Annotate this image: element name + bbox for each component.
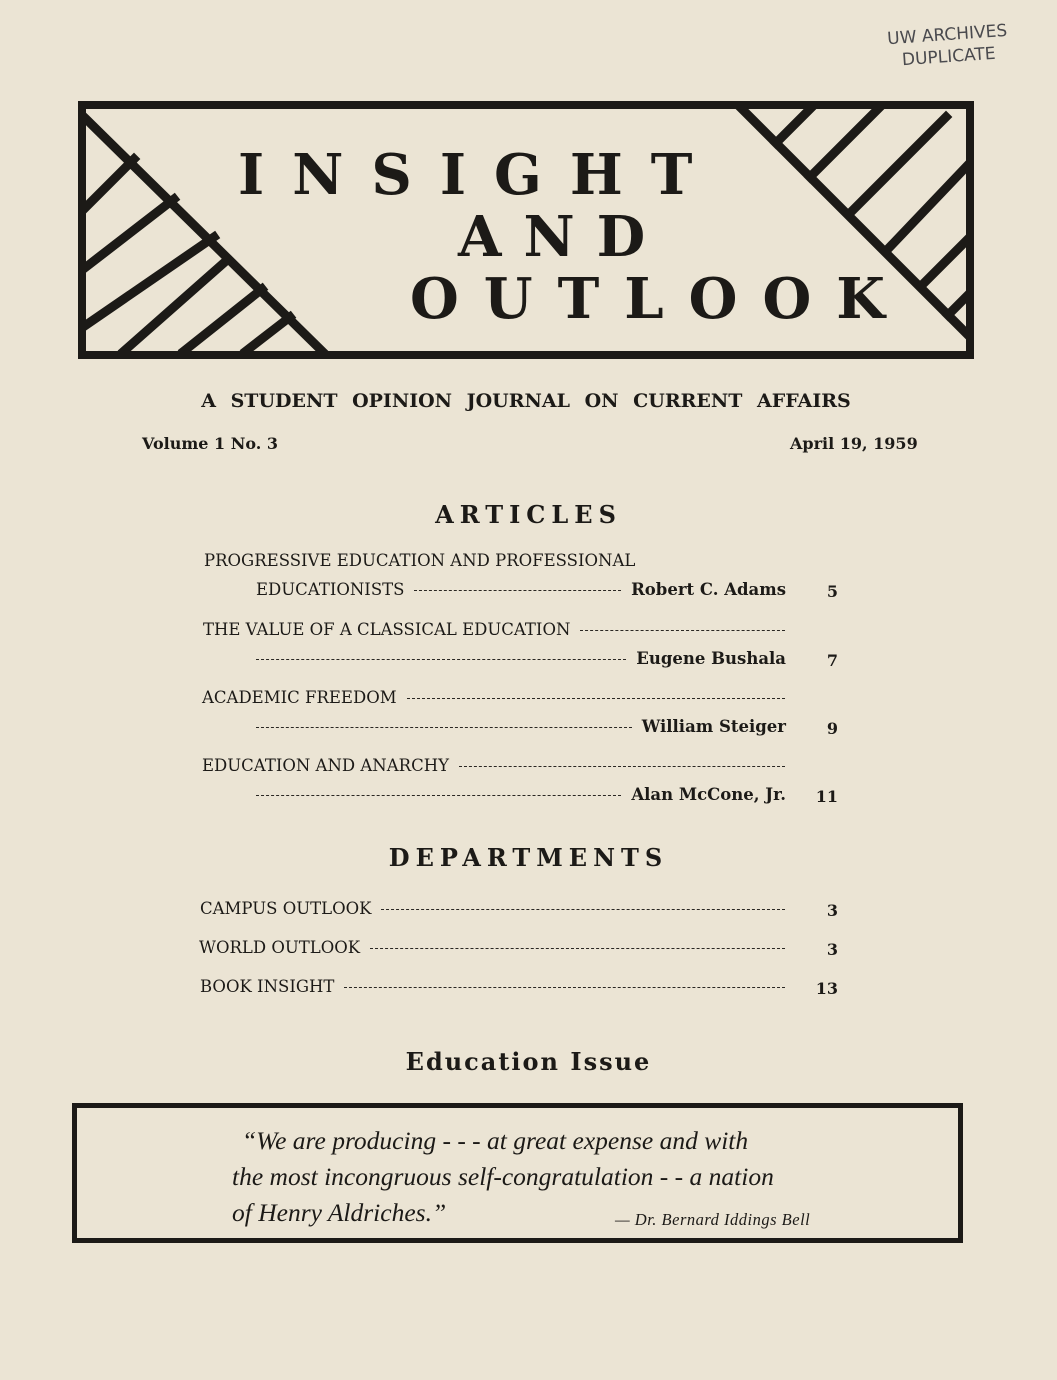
dotted-leader xyxy=(414,590,621,591)
masthead-title-outlook: OUTLOOK xyxy=(410,266,910,332)
dotted-leader xyxy=(256,659,626,660)
article-author: William Steiger xyxy=(641,717,786,736)
quote-line-1: “We are producing - - - at great expense and with xyxy=(242,1126,749,1155)
dotted-leader xyxy=(256,795,621,796)
article-2-title-line xyxy=(203,620,785,642)
article-3-title-line xyxy=(202,688,785,710)
article-1-title-line1 xyxy=(204,551,635,573)
quote-line-2: the most incongruous self-congratulation - - a nation xyxy=(232,1162,774,1191)
dotted-leader xyxy=(459,766,785,767)
department-2-page: 3 xyxy=(826,940,838,959)
journal-subtitle: A STUDENT OPINION JOURNAL ON CURRENT AFFAIRS xyxy=(201,390,851,412)
article-4-entry xyxy=(256,785,786,807)
department-1-entry xyxy=(200,899,785,921)
department-title: WORLD OUTLOOK xyxy=(199,938,361,957)
quote-line-3: of Henry Aldriches.” xyxy=(232,1198,447,1227)
quote-attribution: — Dr. Bernard Iddings Bell xyxy=(615,1210,811,1229)
article-title-cont: EDUCATIONISTS xyxy=(256,580,405,599)
masthead-title-and: AND xyxy=(458,204,668,270)
department-1-page: 3 xyxy=(826,901,838,920)
stamp-line-2: DUPLICATE xyxy=(901,43,997,71)
article-2-entry xyxy=(256,649,786,671)
article-title: ACADEMIC FREEDOM xyxy=(202,688,397,707)
dotted-leader xyxy=(370,948,785,949)
article-2-page: 7 xyxy=(826,651,838,670)
article-author: Eugene Bushala xyxy=(636,649,786,668)
dotted-leader xyxy=(344,987,785,988)
department-2-entry xyxy=(199,938,785,960)
department-3-entry xyxy=(200,977,785,999)
article-title: THE VALUE OF A CLASSICAL EDUCATION xyxy=(203,620,571,639)
issue-date: April 19, 1959 xyxy=(790,434,918,453)
archives-stamp xyxy=(867,18,1030,73)
dotted-leader xyxy=(256,727,632,728)
dotted-leader xyxy=(381,909,785,910)
volume-number: Volume 1 No. 3 xyxy=(142,434,278,453)
dotted-leader xyxy=(407,698,785,699)
article-title: EDUCATION AND ANARCHY xyxy=(202,756,449,775)
article-3-page: 9 xyxy=(826,719,838,738)
masthead-title-insight: INSIGHT xyxy=(238,142,721,208)
masthead-box xyxy=(78,101,974,359)
quote-box xyxy=(72,1103,963,1243)
article-3-entry xyxy=(256,717,786,739)
department-title: BOOK INSIGHT xyxy=(200,977,335,996)
article-1-page: 5 xyxy=(826,582,838,601)
issue-theme-heading: Education Issue xyxy=(405,1047,652,1076)
article-title: PROGRESSIVE EDUCATION AND PROFESSIONAL xyxy=(204,551,636,570)
article-author: Alan McCone, Jr. xyxy=(631,785,786,804)
department-title: CAMPUS OUTLOOK xyxy=(200,899,372,918)
department-3-page: 13 xyxy=(815,979,838,998)
articles-heading: ARTICLES xyxy=(435,500,622,529)
departments-heading: DEPARTMENTS xyxy=(388,843,669,872)
dotted-leader xyxy=(580,630,785,631)
article-1-entry xyxy=(256,580,786,602)
stamp-line-1: UW ARCHIVES xyxy=(886,20,1008,50)
article-4-title-line xyxy=(202,756,785,778)
article-author: Robert C. Adams xyxy=(631,580,786,599)
article-4-page: 11 xyxy=(815,787,838,806)
